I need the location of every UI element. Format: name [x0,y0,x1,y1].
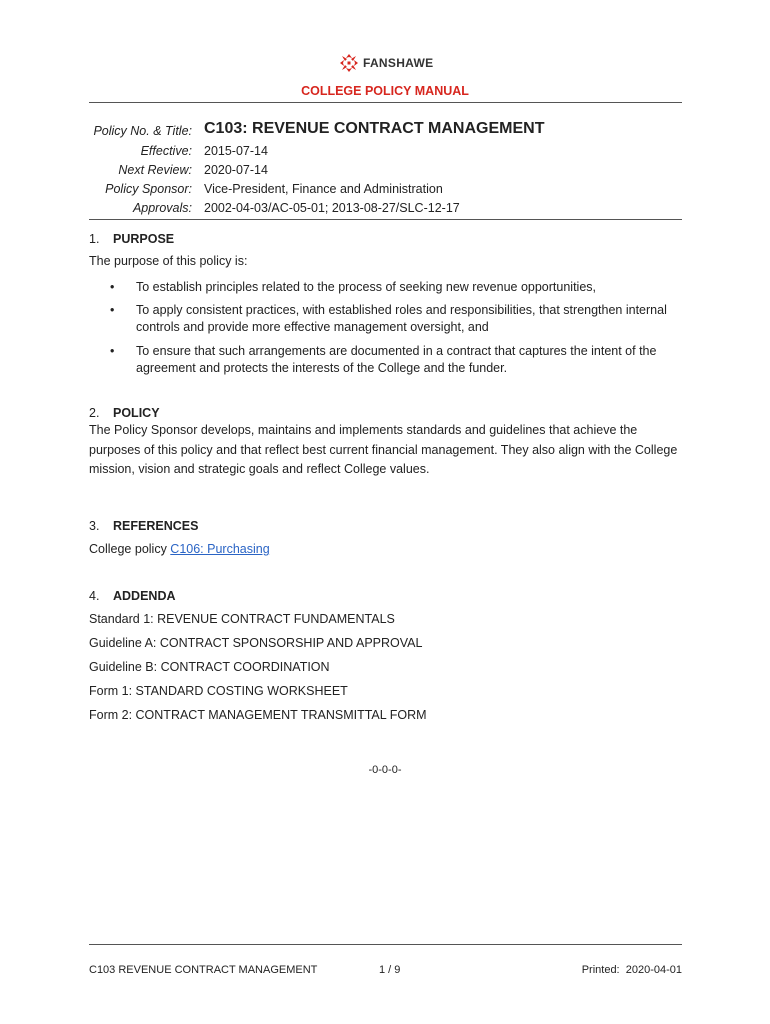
effective-label: Effective: [140,144,192,158]
policy-number: 2. [89,406,100,420]
c106-purchasing-link[interactable]: C106: Purchasing [170,542,270,556]
addenda-item: Form 2: CONTRACT MANAGEMENT TRANSMITTAL FORM [89,708,427,722]
bullet-icon: • [110,303,115,317]
purpose-heading [89,232,174,246]
policy-heading-text: POLICY [113,406,160,420]
addenda-item: Guideline B: CONTRACT COORDINATION [89,660,330,674]
printed-date: Printed: 2020-04-01 [581,964,682,976]
next-review-label: Next Review: [118,163,192,177]
purpose-bullet-text: To ensure that such arrangements are documented in a contract that captures the intent of the agreement and protects the interests of the College and the funder. [136,344,657,375]
policy-heading [89,406,160,420]
header-divider [89,102,682,103]
approvals-value: 2002-04-03/AC-05-01; 2013-08-27/SLC-12-17 [204,201,460,215]
footer-divider [89,944,682,945]
references-prefix: College policy [89,542,171,556]
manual-title: COLLEGE POLICY MANUAL [301,84,469,98]
approvals-label: Approvals: [132,201,192,215]
references-number: 3. [89,519,100,533]
purpose-heading-text: PURPOSE [113,232,175,246]
end-mark: -0-0-0- [368,764,402,776]
references-line [89,540,682,560]
policy-text: The Policy Sponsor develops, maintains and implements standards and guidelines that achieve the purposes of this policy and that reflect best current financial management. They also align with the College mission, vision and strategic goals and reflect College values. [89,423,678,476]
fanshawe-logo [339,53,433,73]
next-review-value: 2020-07-14 [204,163,268,177]
purpose-bullet-text: To establish principles related to the process of seeking new revenue opportunities, [136,280,596,294]
bullet-icon: • [110,344,115,358]
policy-title-label: Policy No. & Title: [93,124,192,138]
effective-value: 2015-07-14 [204,144,268,158]
addenda-number: 4. [89,589,100,603]
references-heading-text: REFERENCES [113,519,199,533]
sponsor-value: Vice-President, Finance and Administration [204,182,443,196]
addenda-item: Guideline A: CONTRACT SPONSORSHIP AND APPROVAL [89,636,423,650]
page-number: 1 / 9 [379,964,401,976]
purpose-bullet-2 [110,302,682,336]
references-heading [89,519,198,533]
footer-title: C103 REVENUE CONTRACT MANAGEMENT [89,964,318,976]
purpose-bullet-3 [110,343,682,377]
purpose-intro: The purpose of this policy is: [89,254,248,268]
addenda-item: Form 1: STANDARD COSTING WORKSHEET [89,684,348,698]
sponsor-label: Policy Sponsor: [105,182,192,196]
addenda-item: Standard 1: REVENUE CONTRACT FUNDAMENTALS [89,612,395,626]
addenda-heading [89,589,176,603]
logo-text: FANSHAWE [363,56,434,70]
purpose-number: 1. [89,232,100,246]
addenda-heading-text: ADDENDA [113,589,176,603]
purpose-bullet-text: To apply consistent practices, with established roles and responsibilities, that strengthen internal controls and provide more effective management oversight, and [136,303,667,334]
policy-title: C103: REVENUE CONTRACT MANAGEMENT [204,120,545,137]
bullet-icon: • [110,280,115,294]
meta-divider [89,219,682,220]
purpose-bullet-1 [110,279,682,296]
fanshawe-logo-icon [339,53,359,73]
